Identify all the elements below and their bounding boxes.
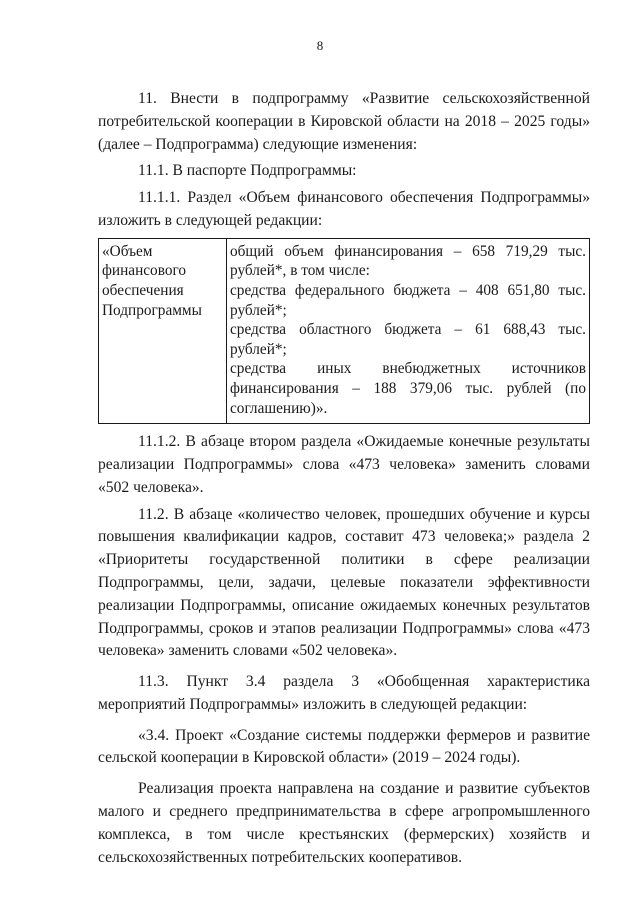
paragraph-project-description: Реализация проекта направлена на создание и развитие субъектов малого и среднего предпринимательства в сфере агропромышленного комплекса, в том числе крестьянских (фермерских) хозяйств и сельскохозяйственных потребительских кооперативов. xyxy=(98,780,590,866)
paragraph-11-1-1: 11.1.1. Раздел «Объем финансового обеспечения Подпрограммы» изложить в следующей редакции: xyxy=(98,189,590,229)
regional-budget-line: средства областного бюджета – 61 688,43 тыс. рублей*; xyxy=(230,321,586,358)
total-financing-line: общий объем финансирования – 658 719,29 тыс. рублей*, в том числе: xyxy=(230,242,586,280)
document-body xyxy=(98,88,590,869)
paragraph-3-4: «3.4. Проект «Создание системы поддержки фермеров и развитие сельской кооперации в Кировской области» (2019 – 2024 годы). xyxy=(98,726,590,767)
page-number: 8 xyxy=(316,38,324,53)
paragraph-11-3: 11.3. Пункт 3.4 раздела 3 «Обобщенная характеристика мероприятий Подпрограммы» изложить в следующей редакции: xyxy=(98,673,590,713)
financing-values-cell xyxy=(227,238,590,423)
financing-table xyxy=(98,238,590,424)
paragraph-11-1-2: 11.1.2. В абзаце втором раздела «Ожидаемые конечные результаты реализации Подпрограммы» слова «473 человека» заменить словами «502 человека». xyxy=(98,433,590,496)
paragraph-11: 11. Внести в подпрограмму «Развитие сельскохозяйственной потребительской кооперации в Кировской области на 2018 – 2025 годы» (далее – Подпрограмма) следующие изменения: xyxy=(98,90,590,153)
paragraph-11-1: 11.1. В паспорте Подпрограммы: xyxy=(138,162,357,180)
table-row xyxy=(99,238,590,423)
extrabudgetary-line: средства иных внебюджетных источников финансирования – 188 379,06 тыс. рублей (по соглашению)». xyxy=(230,360,586,417)
financing-label-cell: «Объем финансового обеспечения Подпрограммы xyxy=(99,238,227,423)
federal-budget-line: средства федерального бюджета – 408 651,80 тыс. рублей*; xyxy=(230,281,586,319)
paragraph-11-2: 11.2. В абзаце «количество человек, прошедших обучение и курсы повышения квалификации кадров, составит 473 человека;» раздела 2 «Приоритеты государственной политики в сфере реализации Подпрограммы, цели, задачи, целевые показатели эффективности реализации Подпрограммы, описание ожидаемых конечных результатов Подпрограммы, сроков и этапов реализации Подпрограммы» слова «473 человека» заменить словами «502 человека». xyxy=(98,505,590,660)
